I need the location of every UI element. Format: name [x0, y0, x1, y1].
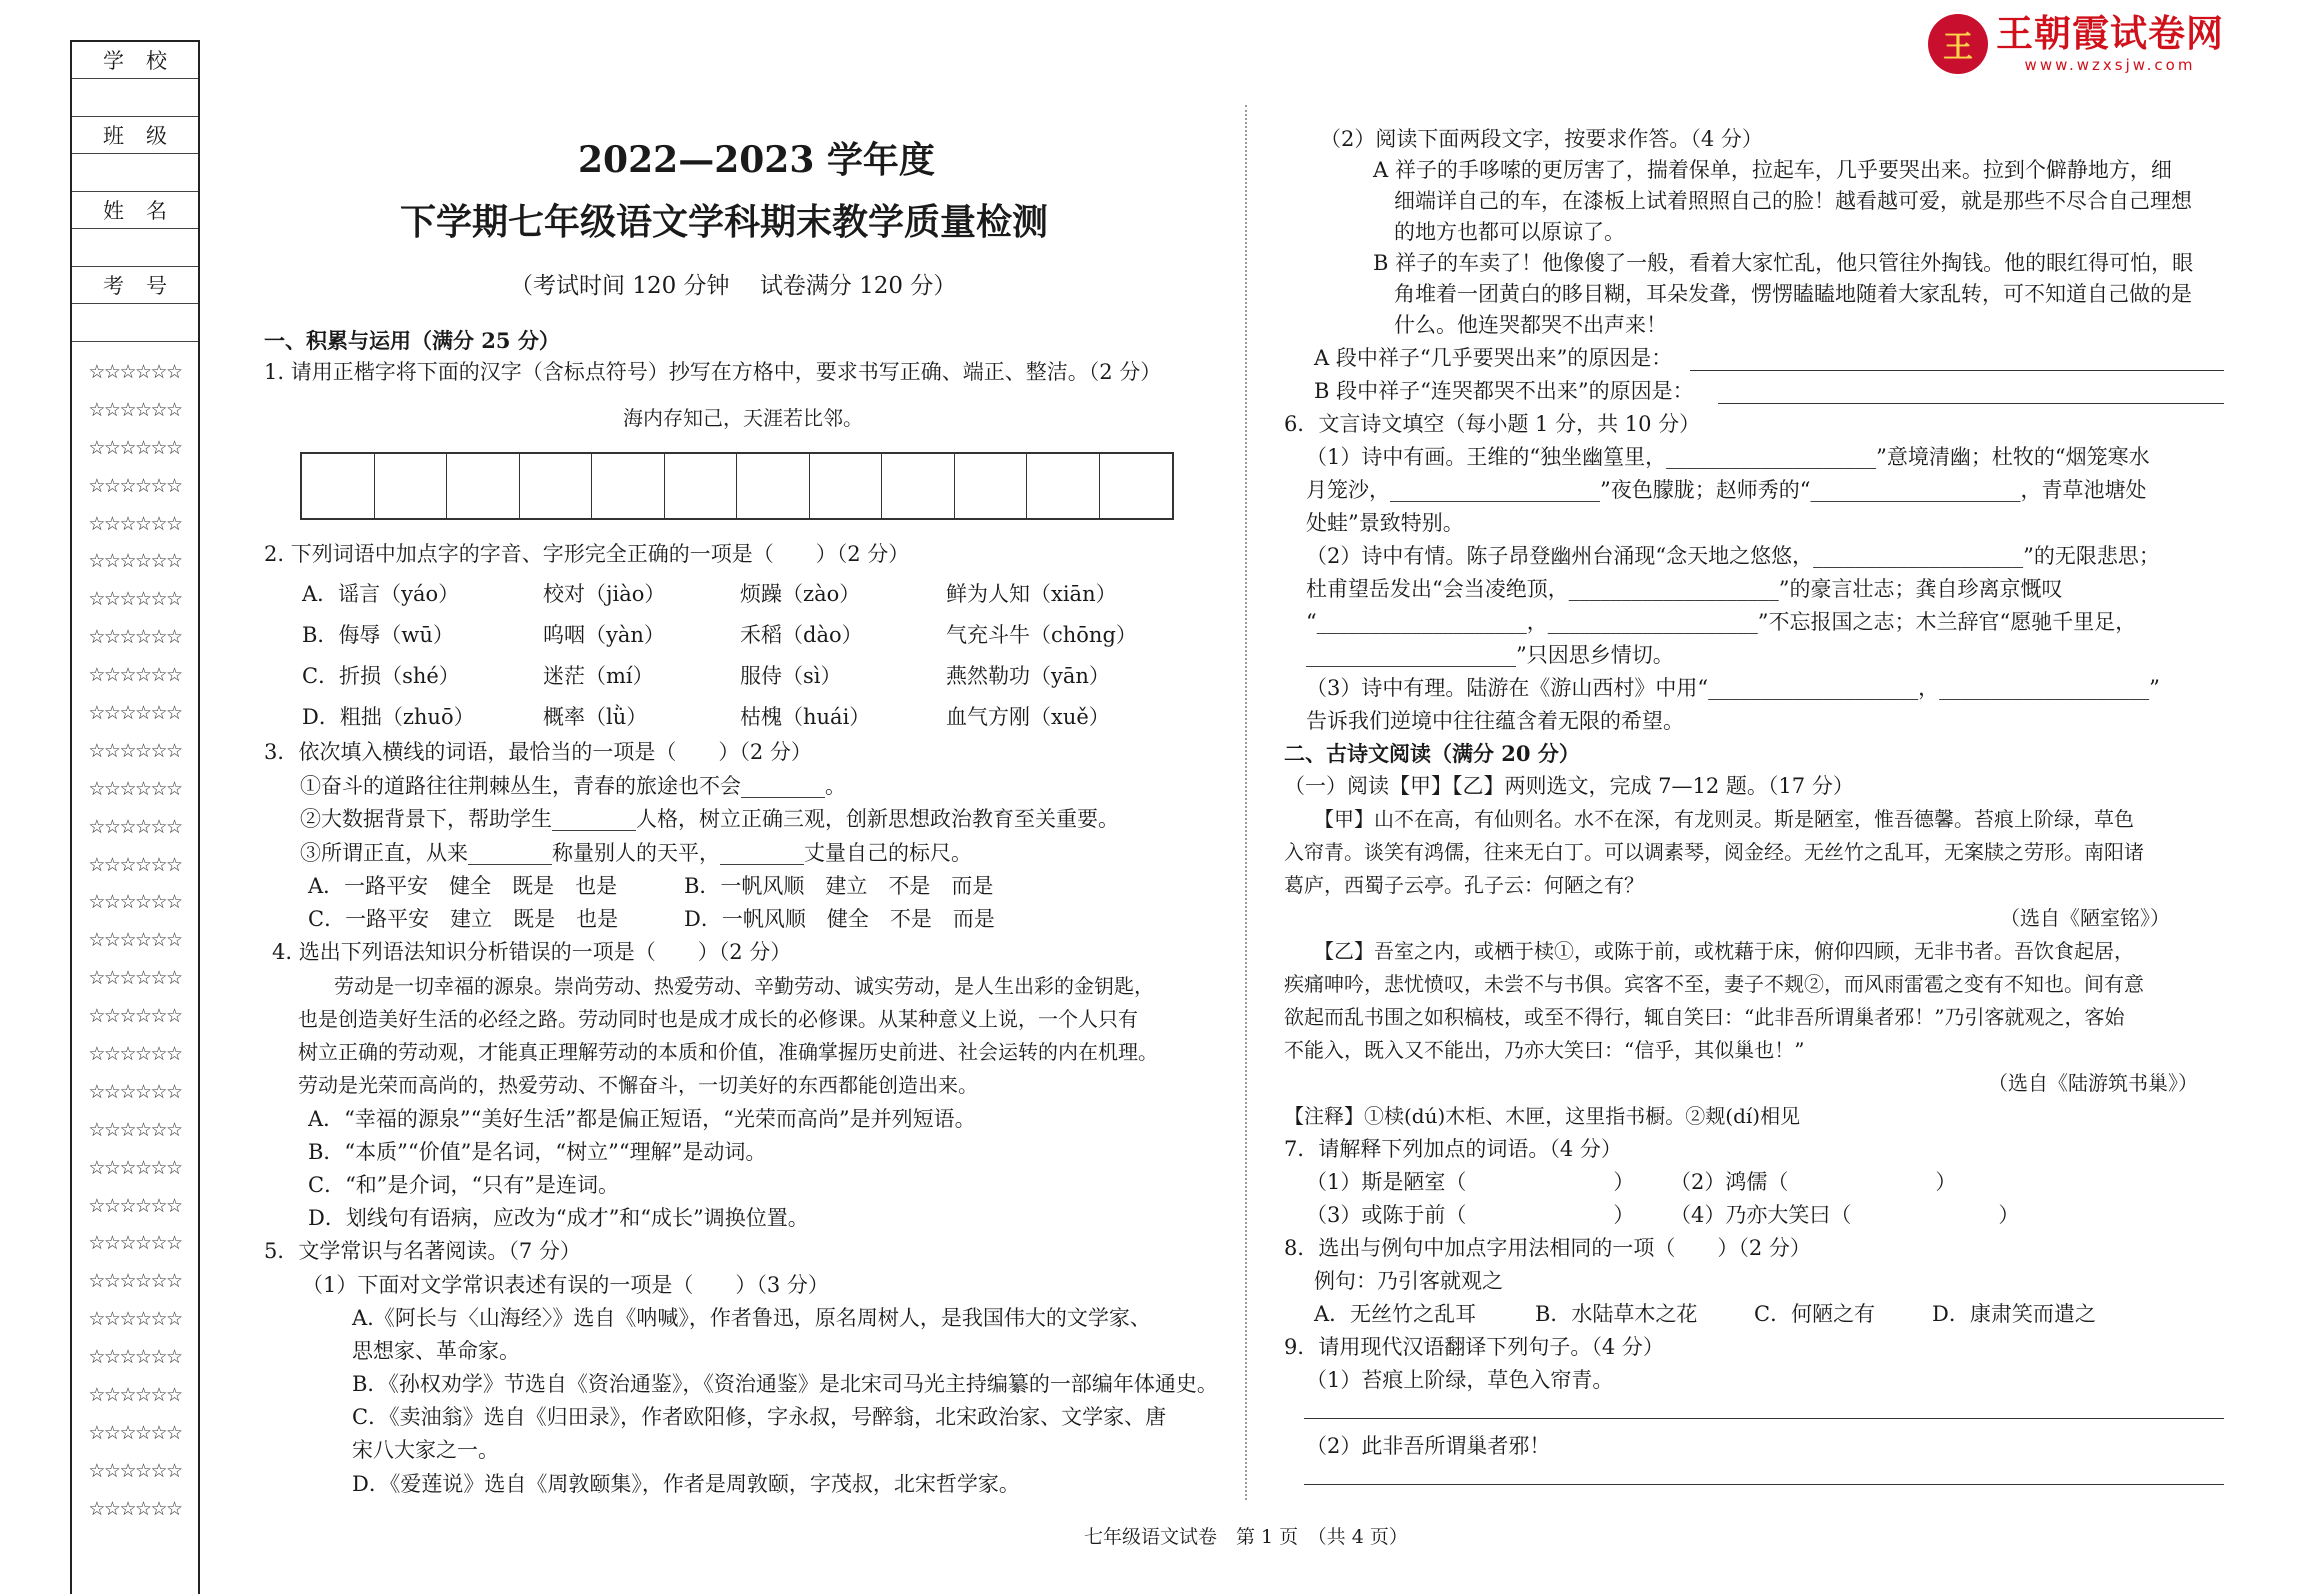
q2-option-d2: 概率（lǜ）: [543, 705, 648, 729]
passage-b-line-1: B 祥子的车卖了！他像傻了一般，看着大家忙乱，他只管往外掏钱。他的眼红得可怕，眼: [1373, 251, 2194, 275]
site-logo: [1928, 10, 2224, 78]
exam-title: 下学期七年级语文学科期末教学质量检测: [400, 201, 1049, 243]
question-3: 3．依次填入横线的词语，最恰当的一项是（ ）（2 分）: [264, 740, 812, 764]
star-row: ☆☆☆☆☆☆: [88, 626, 182, 649]
school-label: 学校: [72, 42, 198, 79]
star-row: ☆☆☆☆☆☆: [88, 1459, 182, 1482]
name-label: 姓名: [72, 192, 198, 229]
star-row: ☆☆☆☆☆☆: [88, 1156, 182, 1179]
page-footer: 七年级语文试卷 第 1 页 （共 4 页）: [1084, 1526, 1408, 1548]
q3-sentence-3: ③所谓正直，从来________称量别人的天平，________丈量自己的标尺。: [300, 841, 972, 865]
q2-option-a2: 校对（jiào）: [543, 582, 666, 606]
exam-number-label: 考号: [72, 267, 198, 304]
star-row: ☆☆☆☆☆☆: [88, 929, 182, 952]
q9-sentence-1: （1）苔痕上阶绿，草色入帘青。: [1306, 1368, 1614, 1392]
passage-jia-line-3: 葛庐，西蜀子云亭。孔子云：何陋之有？: [1284, 873, 1644, 897]
question-9: 9．请用现代汉语翻译下列句子。（4 分）: [1284, 1335, 1664, 1359]
star-row: ☆☆☆☆☆☆: [88, 967, 182, 990]
q2-option-b3: 禾稻（dào）: [740, 623, 863, 647]
q5-part-2: （2）阅读下面两段文字，按要求作答。（4 分）: [1320, 127, 1763, 151]
star-row: ☆☆☆☆☆☆: [88, 1308, 182, 1331]
q2-option-c3: 服侍（sì）: [740, 664, 842, 688]
star-row: ☆☆☆☆☆☆: [88, 361, 182, 383]
q3-option-c: C．一路平安 建立 既是 也是: [308, 907, 619, 931]
q2-option-b4: 气充斗牛（chōng）: [946, 623, 1137, 647]
q4-passage-line-2: 也是创造美好生活的必经之路。劳动同时也是成才成长的必修课。从某种意义上说，一个人只有: [298, 1007, 1138, 1031]
q2-option-d4: 血气方刚（xuě）: [946, 705, 1110, 729]
q7-item-2: （2）鸿儒（ ）: [1670, 1170, 1957, 1194]
q4-passage-line-1: 劳动是一切幸福的源泉。崇尚劳动、热爱劳动、辛勤劳动、诚实劳动，是人生出彩的金钥匙，: [334, 974, 1154, 998]
passage-a-line-1: A 祥子的手哆嗦的更厉害了，揣着保单，拉起车，几乎要哭出来。拉到个僻静地方，细: [1373, 158, 2172, 182]
star-row: ☆☆☆☆☆☆: [88, 1421, 182, 1444]
question-6: 6．文言诗文填空（每小题 1 分，共 10 分）: [1284, 412, 1701, 436]
star-row: ☆☆☆☆☆☆: [88, 815, 182, 838]
annotation: 【注释】①椟(dú)木柜、木匣，这里指书橱。②觌(dí)相见: [1284, 1104, 1801, 1128]
star-row: ☆☆☆☆☆☆: [88, 1005, 182, 1028]
q5-part-1: （1）下面对文学常识表述有误的一项是（ ）（3 分）: [302, 1273, 829, 1297]
passage-b-line-2: 角堆着一团黄白的眵目糊，耳朵发聋，愣愣瞌瞌地随着大家乱转，可不知道自己做的是: [1394, 282, 2192, 306]
q4-passage-line-3: 树立正确的劳动观，才能真正理解劳动的本质和价值，准确掌握历史前进、社会运转的内在机理。: [298, 1040, 1158, 1064]
q2-option-b1: B．侮辱（wū）: [302, 623, 454, 647]
passage-a-question: A 段中祥子“几乎要哭出来”的原因是：: [1314, 346, 1673, 370]
q6-part-2-line-3: “____________________，____________________”不忘报国之志；木兰辞官“愿驰千里足，: [1306, 610, 2137, 634]
q3-option-b: B．一帆风顺 建立 不是 而是: [684, 874, 994, 898]
q2-option-d3: 枯槐（huái）: [740, 705, 871, 729]
q8-option-b: B．水陆草木之花: [1535, 1302, 1698, 1326]
star-row: ☆☆☆☆☆☆: [88, 1384, 182, 1407]
q6-part-2-line-2: 杜甫望岳发出“会当凌绝顶，____________________”的豪言壮志；龚自珍离京慨叹: [1306, 577, 2063, 601]
passage-yi-source: （选自《陆游筑书巢》）: [1988, 1071, 2198, 1095]
passage-jia-source: （选自《陋室铭》）: [2000, 906, 2170, 930]
q2-option-c2: 迷茫（mí）: [543, 664, 654, 688]
star-row: ☆☆☆☆☆☆: [88, 1080, 182, 1103]
star-row: ☆☆☆☆☆☆: [88, 588, 182, 611]
logo-url: www.wzxsjw.com: [2024, 56, 2196, 74]
q6-part-1-line-1: （1）诗中有画。王维的“独坐幽篁里，____________________”意境清幽；杜牧的“烟笼寒水: [1306, 445, 2150, 469]
question-8: 8．选出与例句中加点字用法相同的一项（ ）（2 分）: [1284, 1236, 1811, 1260]
q2-option-d1: D．粗拙（zhuō）: [302, 705, 475, 729]
writing-grid[interactable]: [300, 452, 1174, 520]
q7-item-3: （3）或陈于前（ ）: [1306, 1203, 1635, 1227]
question-7: 7．请解释下列加点的词语。（4 分）: [1284, 1137, 1622, 1161]
q5-option-c: C．《卖油翁》选自《归田录》，作者欧阳修，字永叔，号醉翁，北宋政治家、文学家、唐: [352, 1405, 1167, 1429]
q5-option-b: B．《孙权劝学》节选自《资治通鉴》，《资治通鉴》是北宋司马光主持编纂的一部编年体通史。: [352, 1372, 1218, 1396]
q6-part-1-line-2: 月笼沙，____________________”夜色朦胧；赵师秀的“____________________，青草池塘处: [1306, 478, 2147, 502]
passage-yi-line-3: 欲起而乱书围之如积槁枝，或至不得行，辄自笑曰：“此非吾所谓巢者邪！”乃引客就观之，客始: [1284, 1005, 2125, 1029]
q4-option-b: B．“本质”“价值”是名词，“树立”“理解”是动词。: [308, 1140, 767, 1164]
star-row: ☆☆☆☆☆☆: [88, 398, 182, 421]
q8-option-c: C．何陋之有: [1754, 1302, 1876, 1326]
star-row: ☆☆☆☆☆☆: [88, 1043, 182, 1066]
star-row: ☆☆☆☆☆☆: [88, 1118, 182, 1141]
question-2: 2. 下列词语中加点字的字音、字形完全正确的一项是（ ）（2 分）: [264, 542, 910, 566]
passage-yi-line-2: 疾痛呻吟，悲忧愤叹，未尝不与书俱。宾客不至，妻子不觌②，而风雨雷雹之变有不知也。间有意: [1284, 972, 2144, 996]
star-row: ☆☆☆☆☆☆: [88, 1194, 182, 1217]
reading-instructions: （一）阅读【甲】【乙】两则选文，完成 7—12 题。（17 分）: [1284, 774, 1854, 798]
passage-a-line-3: 的地方也都可以原谅了。: [1394, 220, 1625, 244]
q8-option-d: D．康肃笑而遣之: [1932, 1302, 2096, 1326]
q2-option-b2: 呜咽（yàn）: [543, 623, 665, 647]
q4-option-c: C．“和”是介词，“只有”是连词。: [308, 1173, 620, 1197]
passage-b-question: B 段中祥子“连哭都哭不出来”的原因是：: [1314, 379, 1694, 403]
seal-line-stars: [72, 354, 198, 1529]
q4-passage-line-4: 劳动是光荣而高尚的，热爱劳动、不懈奋斗，一切美好的东西都能创造出来。: [298, 1073, 978, 1097]
exam-info: （考试时间 120 分钟 试卷满分 120 分）: [510, 273, 957, 299]
q6-part-1-line-3: 处蛙”景致特别。: [1306, 511, 1464, 535]
q9-sentence-2: （2）此非吾所谓巢者邪！: [1306, 1434, 1551, 1458]
class-field[interactable]: [72, 154, 198, 192]
passage-jia-line-1: 【甲】山不在高，有仙则名。水不在深，有龙则灵。斯是陋室，惟吾德馨。苔痕上阶绿，草色: [1314, 807, 2134, 831]
passage-jia-line-2: 入帘青。谈笑有鸿儒，往来无白丁。可以调素琴，阅金经。无丝竹之乱耳，无案牍之劳形。南阳诸: [1284, 840, 2144, 864]
q8-example: 例句：乃引客就观之: [1314, 1269, 1503, 1293]
star-row: ☆☆☆☆☆☆: [88, 739, 182, 762]
star-row: ☆☆☆☆☆☆: [88, 777, 182, 800]
q6-part-3-line-1: （3）诗中有理。陆游在《游山西村》中用“____________________，____________________”: [1306, 676, 2160, 700]
star-row: ☆☆☆☆☆☆: [88, 1346, 182, 1369]
section-1-heading: 一、积累与运用（满分 25 分）: [264, 328, 560, 353]
question-1: 1. 请用正楷字将下面的汉字（含标点符号）抄写在方格中，要求书写正确、端正、整洁。（2 分）: [264, 360, 1162, 384]
star-row: ☆☆☆☆☆☆: [88, 1270, 182, 1293]
star-row: ☆☆☆☆☆☆: [88, 436, 182, 459]
q3-option-d: D．一帆风顺 健全 不是 而是: [684, 907, 995, 931]
star-row: ☆☆☆☆☆☆: [88, 702, 182, 725]
star-row: ☆☆☆☆☆☆: [88, 1497, 182, 1520]
passage-b-line-3: 什么。他连哭都哭不出声来！: [1394, 313, 1667, 337]
q3-sentence-1: ①奋斗的道路往往荆棘丛生，青春的旅途也不会________。: [300, 774, 846, 798]
class-label: 班级: [72, 117, 198, 154]
question-5: 5．文学常识与名著阅读。（7 分）: [264, 1239, 581, 1263]
passage-yi-line-1: 【乙】吾室之内，或栖于椟①，或陈于前，或枕藉于床，俯仰四顾，无非书者。吾饮食起居，: [1314, 939, 2134, 963]
star-row: ☆☆☆☆☆☆: [88, 891, 182, 914]
logo-name: 王朝霞试卷网: [1996, 12, 2224, 55]
q5-option-a: A.《阿长与〈山海经〉》选自《呐喊》，作者鲁迅，原名周树人，是我国伟大的文学家、: [352, 1306, 1151, 1330]
q2-option-a3: 烦躁（zào）: [740, 582, 861, 606]
star-row: ☆☆☆☆☆☆: [88, 664, 182, 687]
q5-option-a-cont: 思想家、革命家。: [352, 1339, 520, 1363]
q2-option-a4: 鲜为人知（xiān）: [946, 582, 1117, 606]
exam-number-field[interactable]: [72, 304, 198, 342]
question-4: 4. 选出下列语法知识分析错误的一项是（ ）（2 分）: [272, 940, 792, 964]
q7-item-1: （1）斯是陋室（ ）: [1306, 1170, 1635, 1194]
star-row: ☆☆☆☆☆☆: [88, 550, 182, 573]
q4-option-a: A．“幸福的源泉”“美好生活”都是偏正短语，“光荣而高尚”是并列短语。: [308, 1107, 976, 1131]
passage-yi-line-4: 不能入，既入又不能出，乃亦大笑曰：“信乎，其似巢也！”: [1284, 1038, 1805, 1062]
q9-answer-line-2[interactable]: [1304, 1484, 2224, 1485]
q6-part-2-line-1: （2）诗中有情。陈子昂登幽州台涌现“念天地之悠悠，____________________”的无限悲思；: [1306, 544, 2160, 568]
passage-a-line-2: 细端详自己的车，在漆板上试着照照自己的脸！越看越可爱，就是那些不尽合自己理想: [1394, 189, 2192, 213]
star-row: ☆☆☆☆☆☆: [88, 474, 182, 497]
passage-a-answer-line[interactable]: [1690, 370, 2224, 371]
q9-answer-line-1[interactable]: [1304, 1418, 2224, 1419]
q3-option-a: A．一路平安 健全 既是 也是: [308, 874, 618, 898]
q5-option-c-cont: 宋八大家之一。: [352, 1438, 499, 1462]
section-2-heading: 二、古诗文阅读（满分 20 分）: [1284, 741, 1580, 766]
binding-sidebar: [70, 40, 200, 1594]
star-row: ☆☆☆☆☆☆: [88, 853, 182, 876]
school-field[interactable]: [72, 79, 198, 117]
question-1-text: 海内存知己，天涯若比邻。: [623, 406, 863, 430]
q4-option-d: D．划线句有语病，应改为“成才”和“成长”调换位置。: [308, 1206, 809, 1230]
q2-option-c1: C．折损（shé）: [302, 664, 460, 688]
logo-badge-icon: 王: [1928, 14, 1988, 74]
q6-part-3-line-2: 告诉我们逆境中往往蕴含着无限的希望。: [1306, 709, 1684, 733]
column-divider: [1245, 105, 1247, 1500]
q3-sentence-2: ②大数据背景下，帮助学生________人格，树立正确三观，创新思想政治教育至关重要。: [300, 807, 1119, 831]
q8-option-a: A．无丝竹之乱耳: [1314, 1302, 1477, 1326]
q2-option-c4: 燕然勒功（yān）: [946, 664, 1110, 688]
q5-option-d: D．《爱莲说》选自《周敦颐集》，作者是周敦颐，字茂叔，北宋哲学家。: [352, 1472, 1020, 1496]
passage-b-answer-line[interactable]: [1718, 403, 2224, 404]
q2-option-a1: A．谣言（yáo）: [302, 582, 460, 606]
q7-item-4: （4）乃亦大笑曰（ ）: [1670, 1203, 2020, 1227]
exam-year-title: 2022—2023 学年度: [578, 139, 935, 181]
star-row: ☆☆☆☆☆☆: [88, 1232, 182, 1255]
q6-part-2-line-4: ____________________”只因思乡情切。: [1306, 643, 1674, 667]
star-row: ☆☆☆☆☆☆: [88, 512, 182, 535]
name-field[interactable]: [72, 229, 198, 267]
